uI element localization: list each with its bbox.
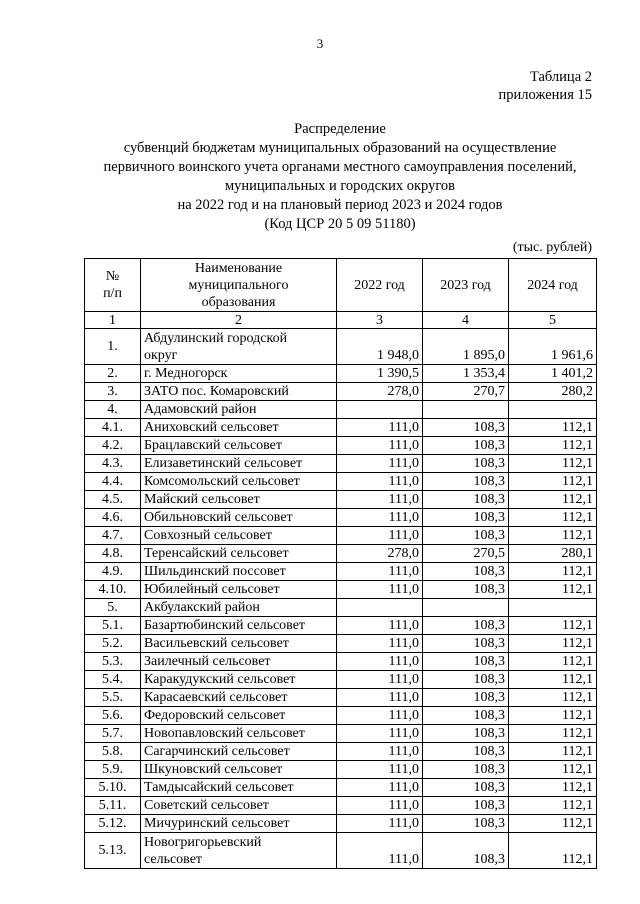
- header-name: [141, 259, 337, 312]
- municipality-name: Обильновский сельсовет: [141, 509, 337, 527]
- municipality-name: Елизаветинский сельсовет: [141, 455, 337, 473]
- value-2024: 112,1: [509, 635, 597, 653]
- value-2022: [337, 599, 423, 617]
- value-2023: 108,3: [423, 563, 509, 581]
- municipality-name: Комсомольский сельсовет: [141, 473, 337, 491]
- value-2024: 112,1: [509, 815, 597, 833]
- header-2023: 2023 год: [423, 259, 509, 312]
- value-2023: 108,3: [423, 581, 509, 599]
- row-number: 5.12.: [85, 815, 141, 833]
- row-number: 3.: [85, 383, 141, 401]
- title-line3: первичного воинского учета органами местного самоуправления поселений,: [103, 159, 577, 175]
- municipality-name: [141, 329, 337, 365]
- value-2024: 112,1: [509, 473, 597, 491]
- municipality-name: ЗАТО пос. Комаровский: [141, 383, 337, 401]
- column-number: 5: [509, 312, 597, 329]
- value-2022: 278,0: [337, 383, 423, 401]
- row-number: 5.7.: [85, 725, 141, 743]
- municipality-name: Базартюбинский сельсовет: [141, 617, 337, 635]
- value-2024: 112,1: [509, 671, 597, 689]
- title-line6: (Код ЦСР 20 5 09 51180): [264, 216, 416, 232]
- value-2023: 1 353,4: [423, 365, 509, 383]
- value-2023: 108,3: [423, 617, 509, 635]
- municipality-name: Аниховский сельсовет: [141, 419, 337, 437]
- value-2023: 108,3: [423, 491, 509, 509]
- municipality-name-line: Новогригорьевский: [144, 834, 262, 850]
- value-2023: 108,3: [423, 671, 509, 689]
- row-number: 5.10.: [85, 779, 141, 797]
- header-name-line2: муниципального: [188, 277, 289, 293]
- row-number: 4.1.: [85, 419, 141, 437]
- value-2023: 108,3: [423, 437, 509, 455]
- value-2023: 108,3: [423, 743, 509, 761]
- municipality-name: Брацлавский сельсовет: [141, 437, 337, 455]
- municipality-name: Шильдинский поссовет: [141, 563, 337, 581]
- value-2023: 108,3: [423, 815, 509, 833]
- municipality-name: Васильевский сельсовет: [141, 635, 337, 653]
- value-2023: 108,3: [423, 419, 509, 437]
- row-number: 2.: [85, 365, 141, 383]
- value-2023: 108,3: [423, 689, 509, 707]
- table-row: [85, 761, 597, 779]
- row-number: 5.2.: [85, 635, 141, 653]
- value-2023: 108,3: [423, 653, 509, 671]
- row-number: 4.2.: [85, 437, 141, 455]
- value-2023: 108,3: [423, 635, 509, 653]
- value-2022: 111,0: [337, 779, 423, 797]
- value-2024: 112,1: [509, 779, 597, 797]
- table-row: [85, 743, 597, 761]
- table-row: [85, 329, 597, 365]
- municipality-name: Карасаевский сельсовет: [141, 689, 337, 707]
- value-2024: 112,1: [509, 437, 597, 455]
- municipality-name: Адамовский район: [141, 401, 337, 419]
- table-row: [85, 473, 597, 491]
- document-title: [60, 120, 620, 234]
- table-row: [85, 617, 597, 635]
- table-row: [85, 383, 597, 401]
- value-2022: 111,0: [337, 563, 423, 581]
- table-row: [85, 779, 597, 797]
- header-2024: 2024 год: [509, 259, 597, 312]
- value-2023: 108,3: [423, 761, 509, 779]
- subsidy-table: [84, 258, 597, 869]
- row-number: 5.5.: [85, 689, 141, 707]
- table-row: [85, 635, 597, 653]
- table-row: [85, 671, 597, 689]
- value-2022: 111,0: [337, 653, 423, 671]
- table-row: [85, 689, 597, 707]
- row-number: 4.6.: [85, 509, 141, 527]
- table-row: [85, 599, 597, 617]
- municipality-name: [141, 833, 337, 869]
- value-2022: 111,0: [337, 617, 423, 635]
- value-2024: 112,1: [509, 491, 597, 509]
- header-num-line2: п/п: [103, 286, 122, 301]
- table-row: [85, 527, 597, 545]
- table-row: [85, 509, 597, 527]
- row-number: 1.: [85, 329, 141, 365]
- municipality-name: Майский сельсовет: [141, 491, 337, 509]
- row-number: 5.: [85, 599, 141, 617]
- value-2023: [423, 401, 509, 419]
- title-line1: Распределение: [294, 121, 386, 137]
- municipality-name-line: Абдулинский городской: [144, 330, 288, 346]
- row-number: 4.10.: [85, 581, 141, 599]
- value-2024: 1 961,6: [509, 329, 597, 365]
- value-2024: 112,1: [509, 527, 597, 545]
- title-line4: муниципальных и городских округов: [224, 178, 456, 194]
- municipality-name: Новопавловский сельсовет: [141, 725, 337, 743]
- value-2024: 112,1: [509, 581, 597, 599]
- municipality-name: Акбулакский район: [141, 599, 337, 617]
- value-2024: 112,1: [509, 653, 597, 671]
- row-number: 4.3.: [85, 455, 141, 473]
- table-row: [85, 455, 597, 473]
- value-2023: 108,3: [423, 779, 509, 797]
- table-label-line2: приложения 15: [498, 87, 592, 103]
- value-2022: 111,0: [337, 437, 423, 455]
- value-2024: 280,1: [509, 545, 597, 563]
- value-2023: 270,7: [423, 383, 509, 401]
- municipality-name: Каракудукский сельсовет: [141, 671, 337, 689]
- header-name-line3: образования: [201, 294, 276, 310]
- value-2023: [423, 599, 509, 617]
- value-2022: 111,0: [337, 797, 423, 815]
- value-2024: 112,1: [509, 797, 597, 815]
- value-2022: 111,0: [337, 419, 423, 437]
- value-2022: 111,0: [337, 671, 423, 689]
- table-header-row: [85, 259, 597, 312]
- value-2023: 108,3: [423, 725, 509, 743]
- municipality-name: Федоровский сельсовет: [141, 707, 337, 725]
- header-2022: 2022 год: [337, 259, 423, 312]
- row-number: 5.9.: [85, 761, 141, 779]
- row-number: 4.: [85, 401, 141, 419]
- page-number: 3: [316, 36, 324, 51]
- row-number: 5.6.: [85, 707, 141, 725]
- table-row: [85, 815, 597, 833]
- value-2024: 112,1: [509, 455, 597, 473]
- row-number: 4.7.: [85, 527, 141, 545]
- value-2022: 111,0: [337, 509, 423, 527]
- row-number: 5.3.: [85, 653, 141, 671]
- column-number-row: [85, 312, 597, 329]
- value-2022: 111,0: [337, 491, 423, 509]
- table-row: [85, 653, 597, 671]
- table-row: [85, 725, 597, 743]
- value-2022: 111,0: [337, 761, 423, 779]
- value-2023: 108,3: [423, 707, 509, 725]
- value-2022: 111,0: [337, 635, 423, 653]
- municipality-name: Мичуринский сельсовет: [141, 815, 337, 833]
- table-row: [85, 419, 597, 437]
- row-number: 4.8.: [85, 545, 141, 563]
- value-2024: [509, 599, 597, 617]
- value-2022: 1 948,0: [337, 329, 423, 365]
- value-2023: 108,3: [423, 455, 509, 473]
- row-number: 5.4.: [85, 671, 141, 689]
- table-label: [499, 68, 592, 104]
- table-row: [85, 437, 597, 455]
- header-name-line1: Наименование: [194, 260, 283, 276]
- municipality-name: Юбилейный сельсовет: [141, 581, 337, 599]
- value-2022: 111,0: [337, 833, 423, 869]
- table-row: [85, 365, 597, 383]
- value-2022: 111,0: [337, 473, 423, 491]
- row-number: 5.8.: [85, 743, 141, 761]
- value-2024: 112,1: [509, 563, 597, 581]
- value-2022: 111,0: [337, 455, 423, 473]
- header-num-line1: №: [105, 269, 120, 284]
- table-row: [85, 707, 597, 725]
- value-2024: 112,1: [509, 833, 597, 869]
- value-2022: 111,0: [337, 581, 423, 599]
- column-number: 4: [423, 312, 509, 329]
- municipality-name: Совхозный сельсовет: [141, 527, 337, 545]
- table-row: [85, 797, 597, 815]
- column-number: 2: [141, 312, 337, 329]
- value-2023: 108,3: [423, 527, 509, 545]
- municipality-name: Сагарчинский сельсовет: [141, 743, 337, 761]
- municipality-name: Шкуновский сельсовет: [141, 761, 337, 779]
- unit-note: (тыс. рублей): [512, 240, 592, 255]
- value-2022: 111,0: [337, 527, 423, 545]
- value-2023: 108,3: [423, 833, 509, 869]
- value-2024: 1 401,2: [509, 365, 597, 383]
- table-row: [85, 491, 597, 509]
- row-number: 5.13.: [85, 833, 141, 869]
- value-2022: 111,0: [337, 707, 423, 725]
- row-number: 5.1.: [85, 617, 141, 635]
- column-number: 3: [337, 312, 423, 329]
- table-row: [85, 833, 597, 869]
- municipality-name: Теренсайский сельсовет: [141, 545, 337, 563]
- value-2022: 278,0: [337, 545, 423, 563]
- column-number: 1: [85, 312, 141, 329]
- value-2022: 111,0: [337, 689, 423, 707]
- municipality-name-line: сельсовет: [144, 851, 203, 867]
- municipality-name-line: округ: [144, 347, 178, 363]
- table-row: [85, 563, 597, 581]
- table-row: [85, 401, 597, 419]
- value-2024: 112,1: [509, 617, 597, 635]
- value-2022: 111,0: [337, 815, 423, 833]
- table-row: [85, 581, 597, 599]
- value-2024: 112,1: [509, 509, 597, 527]
- municipality-name: Заилечный сельсовет: [141, 653, 337, 671]
- value-2024: 112,1: [509, 743, 597, 761]
- row-number: 4.5.: [85, 491, 141, 509]
- value-2024: 112,1: [509, 419, 597, 437]
- value-2022: [337, 401, 423, 419]
- value-2022: 1 390,5: [337, 365, 423, 383]
- row-number: 4.4.: [85, 473, 141, 491]
- table-label-line1: Таблица 2: [529, 69, 592, 85]
- value-2023: 270,5: [423, 545, 509, 563]
- value-2024: 112,1: [509, 761, 597, 779]
- title-line2: субвенций бюджетам муниципальных образований на осуществление: [123, 140, 557, 156]
- municipality-name: Советский сельсовет: [141, 797, 337, 815]
- municipality-name: г. Медногорск: [141, 365, 337, 383]
- title-line5: на 2022 год и на плановый период 2023 и 2024 годов: [177, 197, 503, 213]
- table-row: [85, 545, 597, 563]
- value-2023: 108,3: [423, 797, 509, 815]
- value-2022: 111,0: [337, 743, 423, 761]
- value-2024: 112,1: [509, 689, 597, 707]
- value-2024: 112,1: [509, 707, 597, 725]
- municipality-name: Тамдысайский сельсовет: [141, 779, 337, 797]
- value-2023: 108,3: [423, 509, 509, 527]
- value-2024: 112,1: [509, 725, 597, 743]
- value-2023: 1 895,0: [423, 329, 509, 365]
- value-2024: [509, 401, 597, 419]
- row-number: 5.11.: [85, 797, 141, 815]
- value-2023: 108,3: [423, 473, 509, 491]
- value-2024: 280,2: [509, 383, 597, 401]
- value-2022: 111,0: [337, 725, 423, 743]
- row-number: 4.9.: [85, 563, 141, 581]
- header-num: [85, 259, 141, 312]
